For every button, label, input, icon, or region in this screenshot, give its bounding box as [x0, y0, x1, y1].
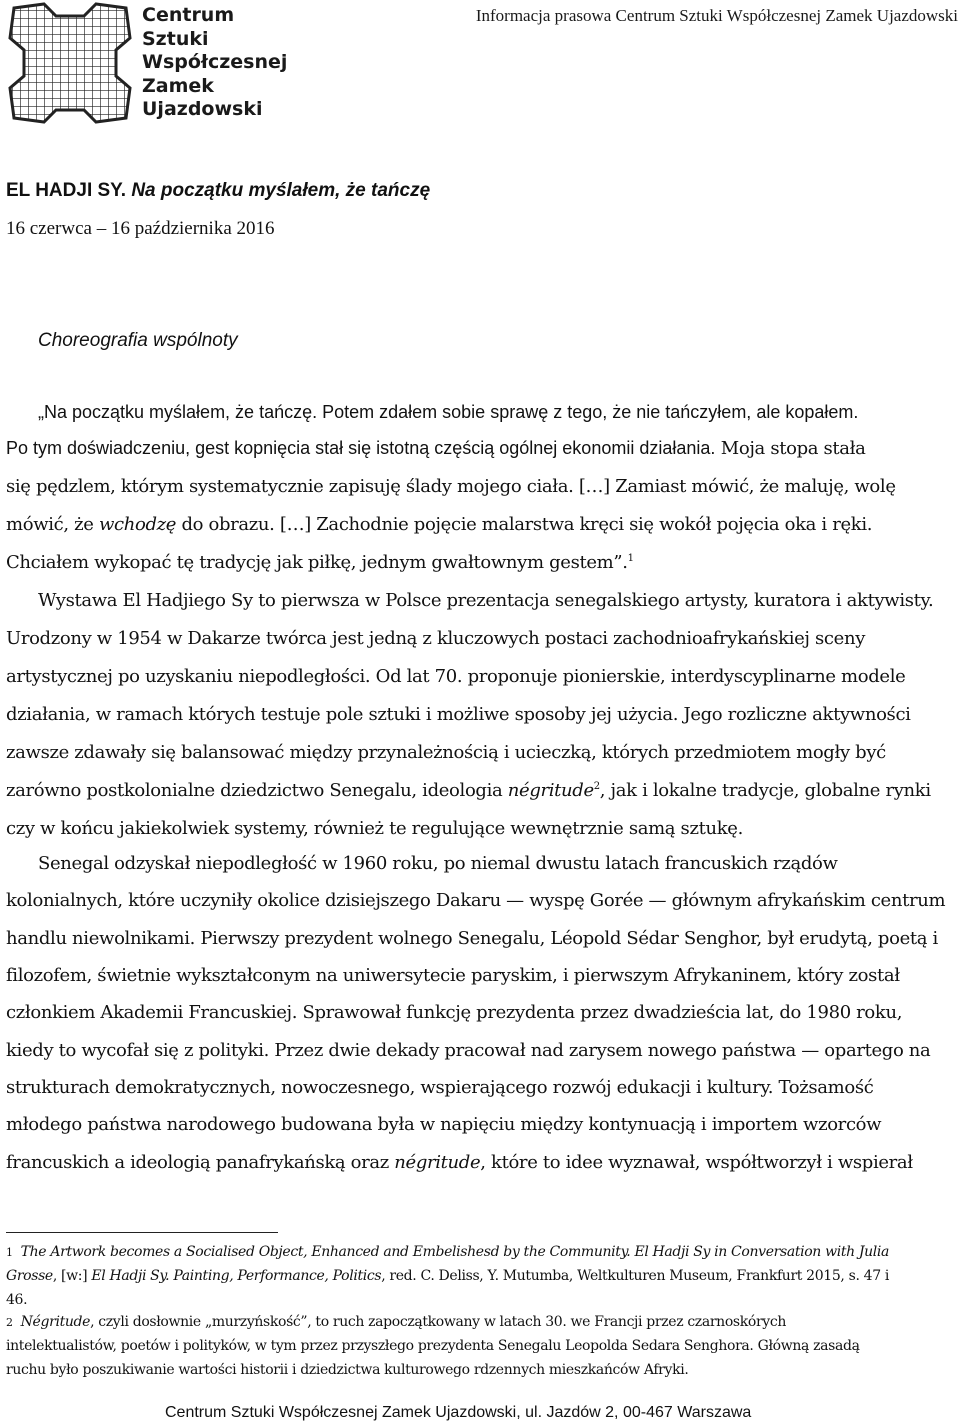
paragraph-line: kolonialnych, które uczyniły okolice dzisiejszego Dakaru — wyspę Gorée — głównym afrykańskim centrum: [6, 890, 946, 911]
quote-fragment: Chciałem wykopać tę tradycję jak piłkę, jednym gwałtownym gestem”.: [6, 552, 628, 573]
paragraph-line: kiedy to wycofał się z polityki. Przez dwie dekady pracował nad zarysem nowego państwa — opartego na: [6, 1040, 931, 1061]
paragraph-line: strukturach demokratycznych, nowoczesnego, wspierającego rozwój edukacji i kultury. Tożsamość: [6, 1077, 874, 1098]
exhibition-title: [6, 180, 430, 202]
quote-fragment: Moja stopa stała: [715, 438, 866, 459]
logo-line: Współczesnej: [142, 51, 288, 73]
footnote-text: Grosse: [6, 1268, 53, 1284]
logo-line: Sztuki: [142, 27, 209, 50]
paragraph-fragment: , które to idee wyznawał, współtworzył i wspierał: [480, 1152, 913, 1173]
footnote-text: , red. C. Deliss, Y. Mutumba, Weltkulturen Museum, Frankfurt 2015, s. 47 i: [381, 1268, 889, 1284]
footnote-1-line: [6, 1268, 889, 1284]
section-heading: Choreografia wspólnoty: [38, 330, 238, 351]
paragraph-line: [6, 780, 931, 801]
paragraph-emphasis: négritude: [507, 780, 594, 801]
castle-grid-logo-icon: [4, 2, 136, 124]
exhibition-subtitle: Na początku myślałem, że tańczę: [131, 180, 431, 201]
footnote-number: 2: [6, 1316, 13, 1329]
artist-name: EL HADJI SY.: [6, 180, 127, 201]
logo-wordmark: [142, 4, 287, 122]
press-release-header: Informacja prasowa Centrum Sztuki Współczesnej Zamek Ujazdowski: [475, 6, 958, 25]
footnote-ref[interactable]: 1: [627, 553, 634, 564]
footnote-text: The Artwork becomes a Socialised Object, Enhanced and Embelishesd by the Community. El Hadji Sy in Conversation with Julia: [20, 1244, 890, 1260]
paragraph-line: zawsze zdawały się balansować między przynależnością i ucieczką, których przedmiotem mogły być: [6, 742, 886, 763]
quote-line: [6, 438, 866, 459]
footnote-text: , [w:]: [52, 1268, 92, 1284]
paragraph-line: handlu niewolnikami. Pierwszy prezydent wolnego Senegalu, Léopold Sédar Senghor, był erudytą, poetą i: [6, 928, 938, 949]
paragraph-fragment: francuskich a ideologią panafrykańską oraz: [6, 1152, 395, 1173]
paragraph-line: Senegal odzyskał niepodległość w 1960 roku, po niemal dwustu latach francuskich rządów: [38, 853, 838, 874]
paragraph-line: artystycznej po uzyskaniu niepodległości. Od lat 70. proponuje pionierskie, interdyscyplinarne modele: [6, 666, 906, 687]
institution-logo: [4, 2, 288, 124]
footnote-text: El Hadji Sy. Painting, Performance, Politics: [91, 1268, 382, 1284]
paragraph-emphasis: négritude: [394, 1152, 481, 1173]
footnote-1-line: 46.: [6, 1292, 28, 1308]
paragraph-fragment: zarówno postkolonialne dziedzictwo Senegalu, ideologia: [6, 780, 508, 801]
footnote-2-line: intelektualistów, poetów i polityków, w tym przez przyszłego prezydenta Senegalu Leopolda Sedara Senghora. Główną zasadą: [6, 1338, 860, 1354]
footnote-1: [6, 1244, 889, 1260]
quote-line: się pędzlem, którym systematycznie zapisuję ślady mojego ciała. […] Zamiast mówić, że maluję, wolę: [6, 476, 896, 497]
quote-fragment: mówić, że: [6, 514, 99, 535]
footnote-text: Négritude: [20, 1314, 91, 1330]
quote-line: [6, 552, 634, 573]
quote-line: [6, 514, 872, 535]
footnote-ref[interactable]: 2: [593, 781, 600, 792]
quote-fragment: do obrazu. […] Zachodnie pojęcie malarstwa kręci się wokół pojęcia oka i ręki.: [176, 514, 873, 535]
paragraph-line: filozofem, świetnie wykształconym na uniwersytecie paryskim, i pierwszym Afrykaninem, który został: [6, 965, 900, 986]
page-footer: Centrum Sztuki Współczesnej Zamek Ujazdowski, ul. Jazdów 2, 00-467 Warszawa: [165, 1404, 752, 1421]
quote-line: „Na początku myślałem, że tańczę. Potem zdałem sobie sprawę z tego, że nie tańczyłem, ale kopałem.: [38, 402, 859, 422]
paragraph-line: młodego państwa narodowego budowana była w napięciu między kontynuacją i importem wzorców: [6, 1114, 882, 1135]
paragraph-fragment: , jak i lokalne tradycje, globalne rynki: [599, 780, 931, 801]
logo-line: Zamek: [142, 74, 214, 97]
paragraph-line: Urodzony w 1954 w Dakarze twórca jest jedną z kluczowych postaci zachodnioafrykańskiej sceny: [6, 628, 866, 649]
paragraph-line: Wystawa El Hadjiego Sy to pierwsza w Polsce prezentacja senegalskiego artysty, kuratora i aktywisty.: [38, 590, 934, 611]
paragraph-line: członkiem Akademii Francuskiej. Sprawował funkcję prezydenta przez dwadzieścia lat, do 1980 roku,: [6, 1002, 903, 1023]
quote-fragment: Po tym doświadczeniu, gest kopnięcia stał się istotną częścią ogólnej ekonomii działania.: [6, 438, 716, 458]
logo-line: Ujazdowski: [142, 98, 263, 120]
footnote-2: [6, 1314, 786, 1330]
footnote-divider: [6, 1232, 278, 1233]
paragraph-line: działania, w ramach których testuje pole sztuki i możliwe sposoby jej użycia. Jego rozliczne aktywności: [6, 704, 911, 725]
exhibition-dates: 16 czerwca – 16 października 2016: [6, 218, 275, 239]
footnote-2-line: ruchu było poszukiwanie wartości historii i dziedzictwa kulturowego rdzennych mieszkańców Afryki.: [6, 1362, 689, 1378]
footnote-number: 1: [6, 1246, 13, 1259]
paragraph-line: czy w końcu jakiekolwiek systemy, również te regulujące wewnętrznie samą sztukę.: [6, 818, 743, 839]
paragraph-line: [6, 1152, 913, 1173]
logo-line: Centrum: [142, 4, 235, 26]
footnote-text: , czyli dosłownie „murzyńskość”, to ruch zapoczątkowany w latach 30. we Francji przez czarnoskórych: [90, 1314, 787, 1330]
quote-emphasis: wchodzę: [98, 514, 177, 535]
